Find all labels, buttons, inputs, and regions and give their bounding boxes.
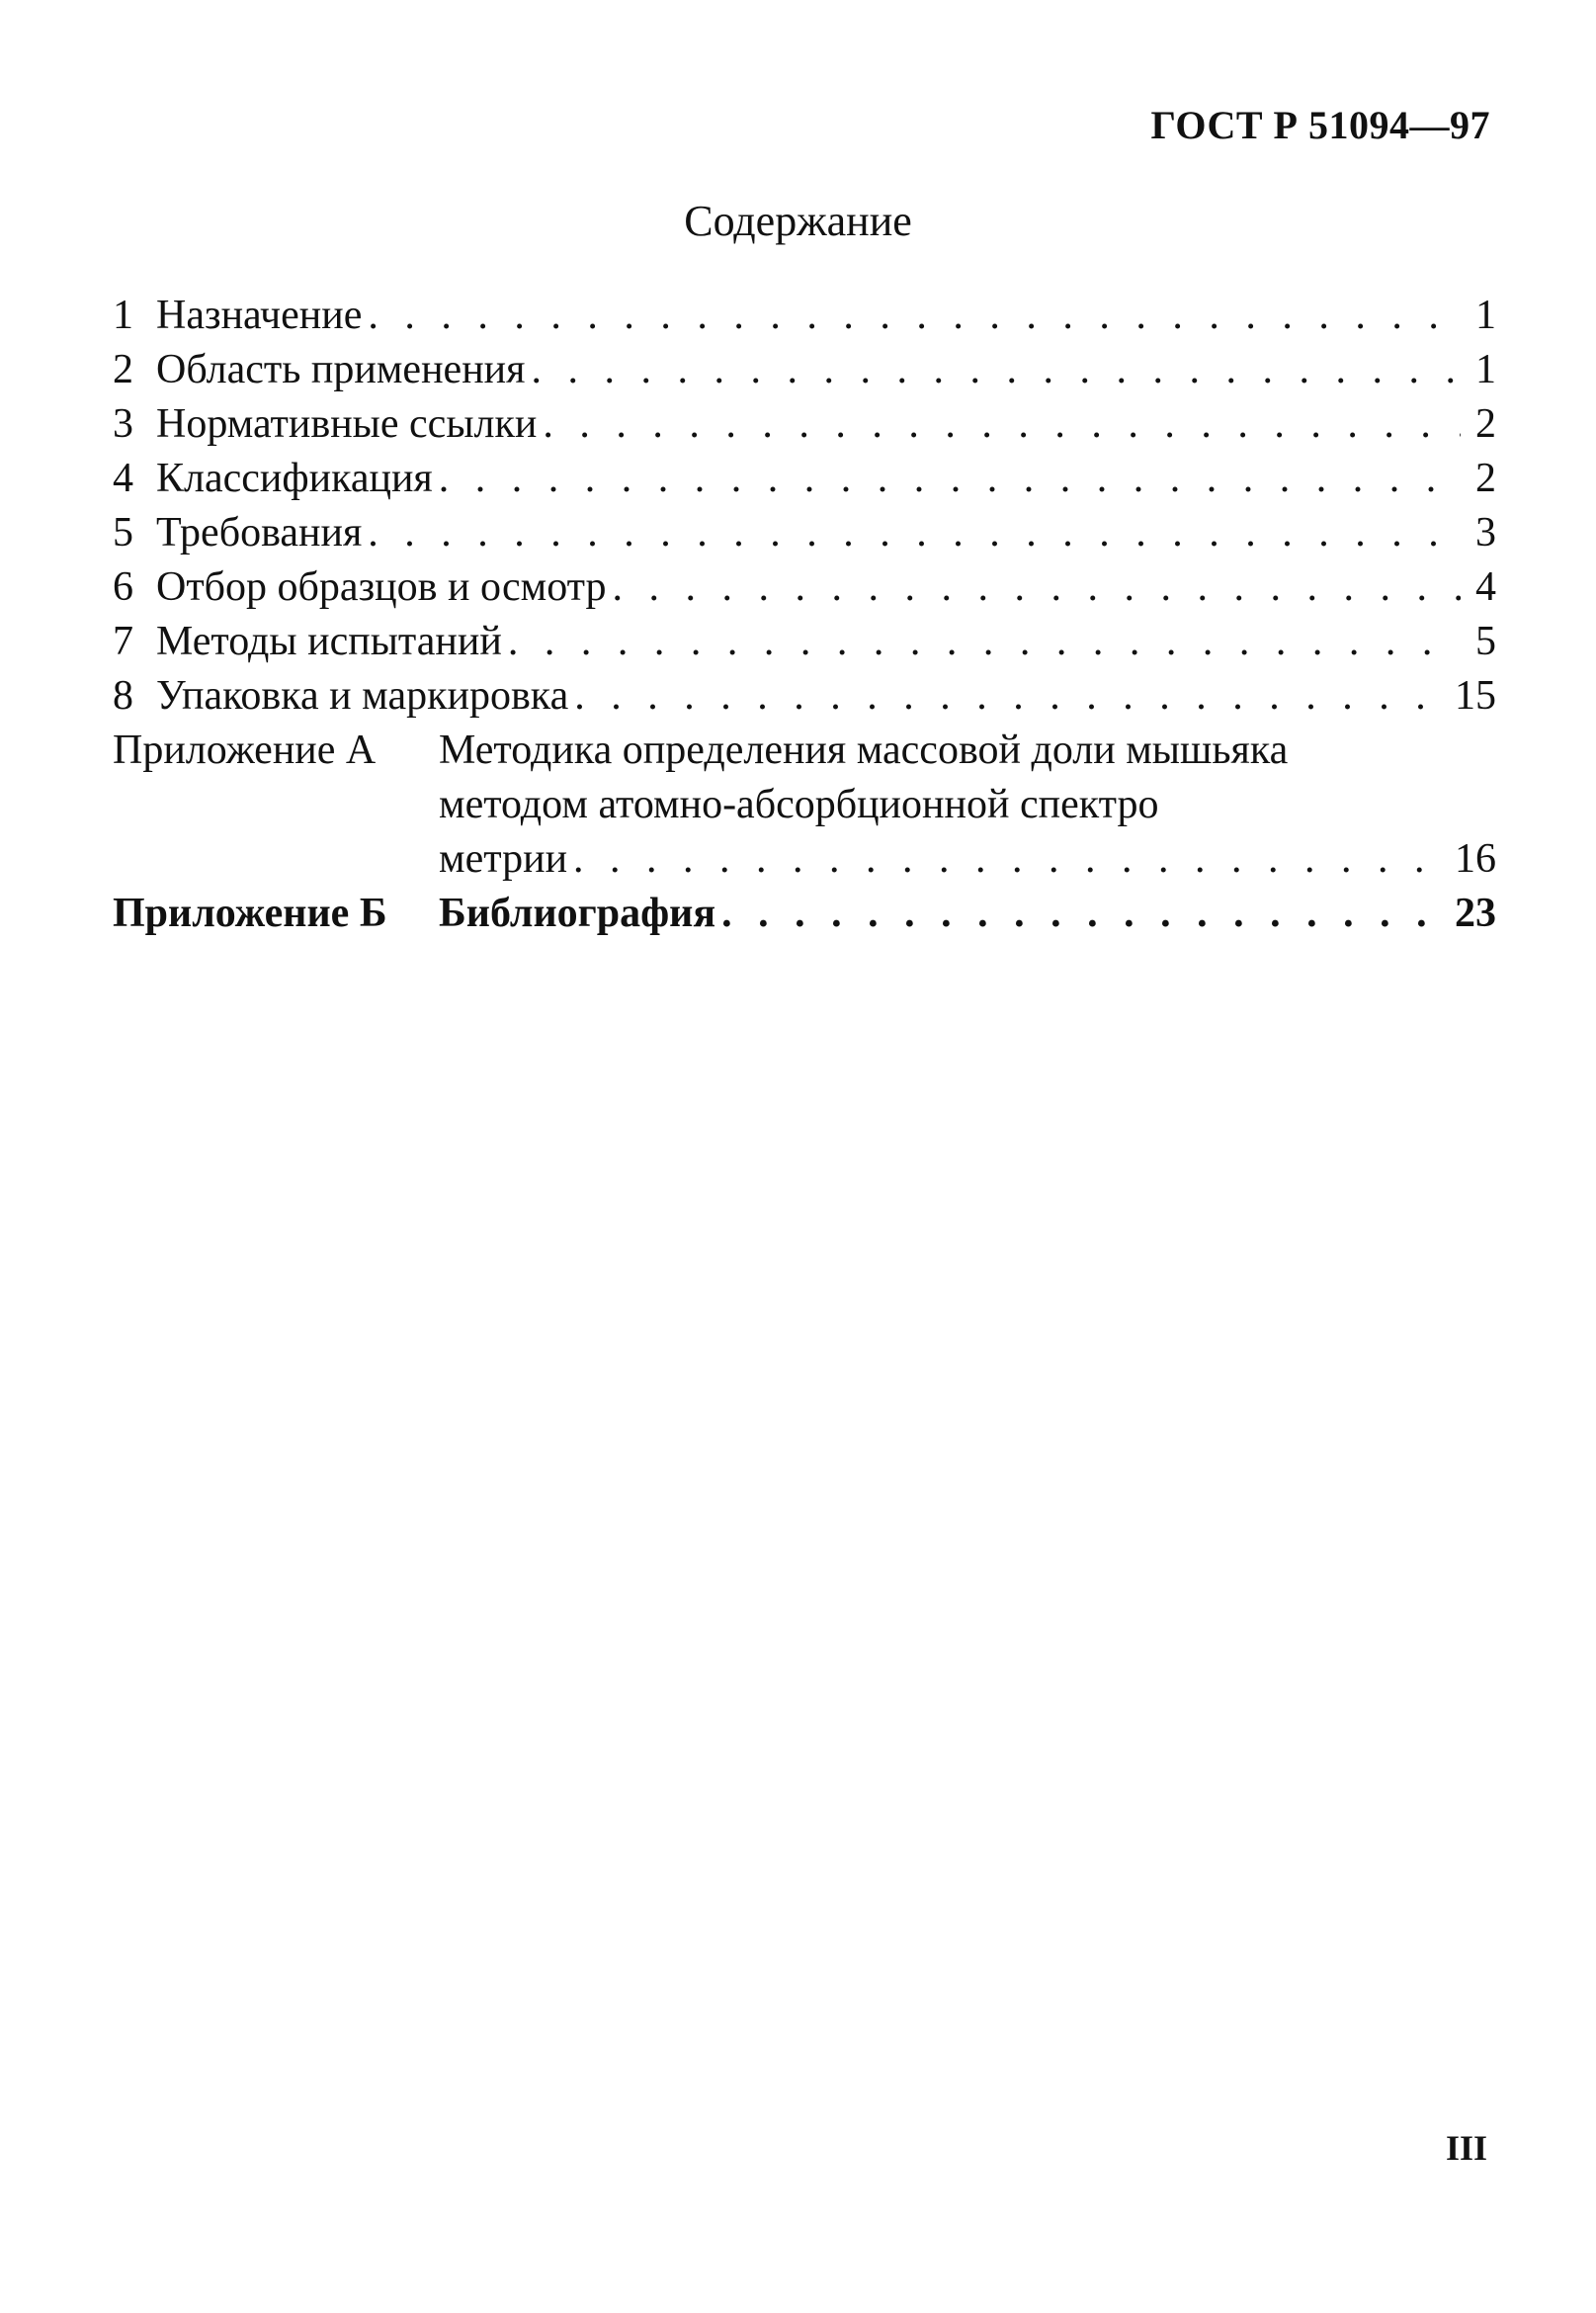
appendix-a-name: Приложение А bbox=[113, 728, 377, 773]
dot-leader bbox=[368, 506, 1461, 560]
toc-item bbox=[113, 452, 1496, 506]
toc-item-page: 2 bbox=[1475, 456, 1496, 501]
dot-leader bbox=[613, 560, 1461, 615]
toc-item-label: Отбор образцов и осмотр bbox=[156, 564, 607, 610]
toc-item-number: 8 bbox=[113, 673, 133, 719]
appendix-a-title-line3: метрии bbox=[439, 836, 568, 882]
toc-item-number: 6 bbox=[113, 564, 133, 610]
dot-leader bbox=[721, 887, 1449, 941]
toc-item-page: 1 bbox=[1475, 293, 1496, 338]
dot-leader bbox=[574, 669, 1449, 724]
toc-item-label: Методы испытаний bbox=[156, 619, 502, 664]
toc-item-number: 3 bbox=[113, 401, 133, 447]
appendix-b-title: Библиография bbox=[439, 891, 716, 936]
table-of-contents bbox=[113, 289, 1496, 941]
appendix-b-page: 23 bbox=[1455, 891, 1496, 936]
toc-item bbox=[113, 289, 1496, 343]
dot-leader bbox=[368, 289, 1461, 343]
dot-leader bbox=[531, 343, 1461, 397]
appendix-a-title-line2: методом атомно-абсорбционной спектро bbox=[439, 782, 1159, 827]
toc-item-number: 7 bbox=[113, 619, 133, 664]
toc-item bbox=[113, 506, 1496, 560]
toc-item-number: 2 bbox=[113, 347, 133, 392]
appendix-a-page: 16 bbox=[1455, 836, 1496, 882]
toc-item-page: 15 bbox=[1455, 673, 1496, 719]
toc-item-page: 4 bbox=[1475, 564, 1496, 610]
toc-item-label: Упаковка и маркировка bbox=[156, 673, 569, 719]
page-number: III bbox=[1445, 2128, 1487, 2168]
toc-item bbox=[113, 669, 1496, 724]
toc-item bbox=[113, 560, 1496, 615]
dot-leader bbox=[439, 452, 1461, 506]
dot-leader bbox=[573, 832, 1449, 887]
toc-item-page: 3 bbox=[1475, 510, 1496, 556]
toc-item-label: Область применения bbox=[156, 347, 526, 392]
toc-item bbox=[113, 343, 1496, 397]
appendix-b-name: Приложение Б bbox=[113, 891, 387, 936]
toc-item bbox=[113, 615, 1496, 669]
toc-item-label: Классификация bbox=[156, 456, 433, 501]
dot-leader bbox=[543, 397, 1461, 452]
toc-item bbox=[113, 397, 1496, 452]
toc-appendix-a bbox=[113, 724, 1496, 887]
toc-item-label: Назначение bbox=[156, 293, 363, 338]
toc-item-number: 5 bbox=[113, 510, 133, 556]
toc-title: Содержание bbox=[684, 197, 912, 245]
document-code: ГОСТ Р 51094—97 bbox=[1150, 103, 1490, 147]
dot-leader bbox=[508, 615, 1461, 669]
toc-item-page: 1 bbox=[1475, 347, 1496, 392]
toc-appendix-b bbox=[113, 887, 1496, 941]
toc-item-page: 5 bbox=[1475, 619, 1496, 664]
toc-item-number: 4 bbox=[113, 456, 133, 501]
toc-item-page: 2 bbox=[1475, 401, 1496, 447]
toc-item-label: Нормативные ссылки bbox=[156, 401, 538, 447]
appendix-a-title-line1: Методика определения массовой доли мышьяка bbox=[439, 728, 1289, 773]
toc-item-label: Требования bbox=[156, 510, 363, 556]
toc-item-number: 1 bbox=[113, 293, 133, 338]
